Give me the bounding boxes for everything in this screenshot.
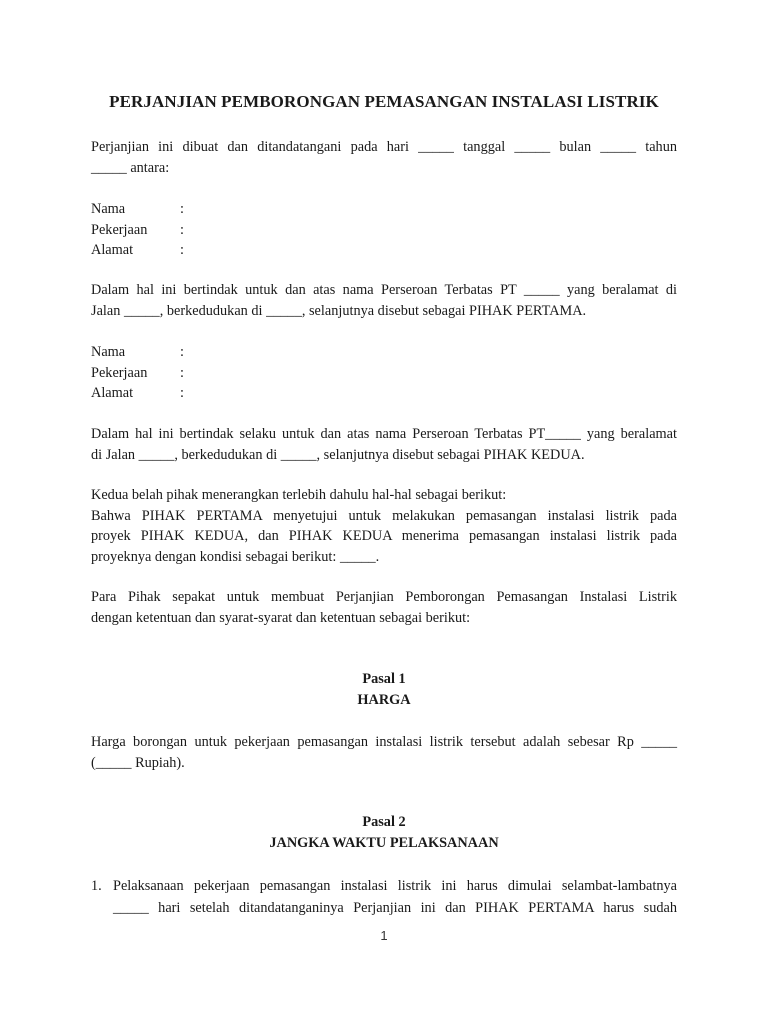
field-label: Alamat <box>91 242 134 258</box>
pasal1-line-1: Harga borongan untuk pekerjaan pemasangan instalasi listrik tersebut adalah sebesar Rp _____ <box>91 734 677 750</box>
list-text <box>113 876 677 919</box>
field-label: Nama <box>91 201 126 217</box>
pasal1-paragraph <box>91 732 677 773</box>
field-colon: : <box>180 242 184 258</box>
list-number: 1. <box>91 878 102 894</box>
recitals-paragraph <box>91 485 677 567</box>
party1-desc-line-1: Dalam hal ini bertindak untuk dan atas nama Perseroan Terbatas PT _____ yang beralamat di <box>91 282 677 298</box>
pasal2-number: Pasal 2 <box>362 814 406 830</box>
intro-line-2: _____ antara: <box>91 159 170 176</box>
intro-paragraph <box>91 137 677 178</box>
field-label: Alamat <box>91 385 134 401</box>
party2-field-alamat <box>91 383 677 404</box>
party1-description <box>91 280 677 321</box>
recitals-line-3: proyek PIHAK KEDUA, dan PIHAK KEDUA menerima pemasangan instalasi listrik pada <box>91 528 677 544</box>
party2-desc-line-2: di Jalan _____, berkedudukan di _____, selanjutnya disebut sebagai PIHAK KEDUA. <box>91 446 585 463</box>
pasal2-item1-line-2: _____ hari setelah ditandatanganinya Perjanjian ini dan PIHAK PERTAMA harus sudah <box>113 899 677 916</box>
party2-description <box>91 424 677 465</box>
party2-fields <box>91 342 677 404</box>
field-label: Pekerjaan <box>91 221 148 238</box>
pasal1-line-2: (_____ Rupiah). <box>91 754 185 771</box>
page-number: 1 <box>380 928 388 943</box>
field-label: Nama <box>91 344 126 360</box>
party1-field-alamat <box>91 240 677 261</box>
field-colon: : <box>180 364 184 381</box>
field-colon: : <box>180 344 184 360</box>
recitals-line-1: Kedua belah pihak menerangkan terlebih dahulu hal-hal sebagai berikut: <box>91 487 507 503</box>
party2-field-pekerjaan <box>91 363 677 384</box>
recitals-line-2: Bahwa PIHAK PERTAMA menyetujui untuk melakukan pemasangan instalasi listrik pada <box>91 507 677 524</box>
field-label: Pekerjaan <box>91 364 148 381</box>
party2-field-nama <box>91 342 677 363</box>
pasal1-heading: HARGA <box>357 692 411 708</box>
field-colon: : <box>180 221 184 238</box>
party2-desc-line-1: Dalam hal ini bertindak selaku untuk dan atas nama Perseroan Terbatas PT_____ yang beralamat <box>91 426 677 442</box>
pasal2-list-item-1 <box>91 876 677 920</box>
agreement-line-1: Para Pihak sepakat untuk membuat Perjanjian Pemborongan Pemasangan Instalasi Listrik <box>91 589 677 605</box>
pasal2-item1-line-1: Pelaksanaan pekerjaan pemasangan instalasi listrik ini harus dimulai selambat-lambatnya <box>113 878 677 894</box>
field-colon: : <box>180 385 184 401</box>
party1-desc-line-2: Jalan _____, berkedudukan di _____, selanjutnya disebut sebagai PIHAK PERTAMA. <box>91 302 587 319</box>
agreement-paragraph <box>91 587 677 628</box>
party1-field-pekerjaan <box>91 220 677 241</box>
field-colon: : <box>180 201 184 217</box>
pasal2-heading: JANGKA WAKTU PELAKSANAAN <box>269 835 499 851</box>
pasal1-number: Pasal 1 <box>362 671 406 687</box>
agreement-line-2: dengan ketentuan dan syarat-syarat dan ketentuan sebagai berikut: <box>91 609 471 626</box>
intro-line-1: Perjanjian ini dibuat dan ditandatangani pada hari _____ tanggal _____ bulan _____ tahun <box>91 139 677 155</box>
party1-fields <box>91 199 677 261</box>
recitals-line-4: proyeknya dengan kondisi sebagai berikut: _____. <box>91 548 380 565</box>
document-title: PERJANJIAN PEMBORONGAN PEMASANGAN INSTALASI LISTRIK <box>109 92 659 111</box>
party1-field-nama <box>91 199 677 220</box>
